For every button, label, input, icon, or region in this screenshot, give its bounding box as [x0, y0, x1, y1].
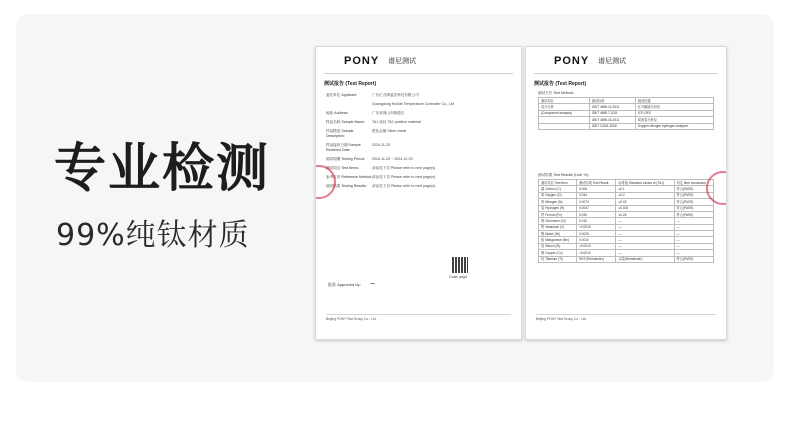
report-field-row: [326, 157, 511, 162]
table-cell: 钛 Titanium (Ti): [539, 256, 577, 262]
table-cell: 成分分析: [539, 104, 590, 110]
report-field-row: [326, 166, 511, 171]
field-key: 样品接收日期 Sample Received Date:: [326, 143, 361, 152]
table-cell: 符合(PASS): [674, 205, 713, 211]
report-page-1: [315, 46, 522, 340]
table-cell: 红外碳硫分析仪: [635, 104, 713, 110]
subheadline: 99%纯钛材质: [56, 218, 250, 253]
table-cell: 标准值 Standard values of (TA1): [616, 180, 674, 186]
table-cell: 符合(PASS): [674, 256, 713, 262]
table-cell: —: [616, 250, 674, 256]
approved-by: [328, 280, 376, 288]
table-cell: 氧氮氢分析仪: [635, 117, 713, 123]
table-cell: 氮 Nitrogen (N): [539, 199, 577, 205]
table-cell: 铜 Copper (Cu): [539, 250, 577, 256]
headline: 专业检测: [54, 139, 271, 199]
report-field-row: [326, 102, 511, 107]
table-cell: —: [674, 243, 713, 249]
results-table: [538, 179, 714, 263]
table-cell: 测试项目 Test Item: [539, 180, 577, 186]
field-key: 测试结果 Testing Results:: [326, 184, 367, 188]
table-cell: 余量(Remainder): [616, 256, 674, 262]
report-field-row: [326, 143, 511, 153]
table-cell: 硅 Silicon (Si): [539, 243, 577, 249]
field-key: 地址 Address:: [326, 111, 349, 115]
table-cell: 氢 Hydrogen (H): [539, 205, 577, 211]
table-cell: —: [674, 231, 713, 237]
field-key: 委托单位 Applicant:: [326, 93, 358, 97]
table-cell: 测试仪器: [635, 98, 713, 104]
table-cell: GB/T 4698.7-2011: [589, 110, 635, 116]
table-cell: 镍 Nickel (Ni): [539, 231, 577, 237]
table-cell: <0.0010: [577, 224, 616, 230]
table-cell: 测试结果 Test Result: [577, 180, 616, 186]
table-cell: —: [616, 231, 674, 237]
table-cell: —: [616, 243, 674, 249]
pony-logo: PONY: [344, 55, 380, 67]
field-value: 请参见下页 Please refer to next page(s): [372, 166, 436, 170]
field-value: 广东省佛山市顺德区: [372, 111, 405, 115]
table-cell: 测试项目: [539, 98, 590, 104]
table-cell: 铁 Ferrum (Fe): [539, 211, 577, 217]
table-cell: Oxygen nitrogen hydrogen analyzer: [635, 123, 713, 129]
field-key: 参考方法 Reference Method:: [326, 175, 372, 179]
table-row: [539, 256, 714, 262]
table-cell: <0.0010: [577, 243, 616, 249]
logo-cn: 谱尼测试: [388, 58, 416, 65]
table-cell: 符合(PASS): [674, 192, 713, 198]
field-key: 测试周期 Testing Period:: [326, 157, 366, 161]
table-cell: —: [674, 218, 713, 224]
table-cell: —: [616, 237, 674, 243]
table-cell: 0.006: [577, 186, 616, 192]
report-header: [324, 47, 513, 74]
field-value: 请参见下页 Please refer to next page(s): [372, 175, 436, 179]
approved-label: 批准 Approved by:: [328, 282, 361, 287]
table-cell: 氧 Oxygen (O): [539, 192, 577, 198]
table-cell: ≤0.25: [616, 211, 674, 217]
report-field-row: [326, 175, 511, 180]
qr-caption: Code: pujpt: [449, 275, 467, 279]
field-value: 广东汇吉牌温控科技有限公司: [372, 93, 419, 97]
table-cell: —: [616, 224, 674, 230]
table-cell: 钒 Vanadium (V): [539, 224, 577, 230]
table-cell: 0.0026: [577, 231, 616, 237]
report-footer: Beijing PONY Test Group Co., Ltd.: [536, 314, 716, 331]
field-value: 银色金属 Silver metal: [372, 129, 407, 133]
report-field-row: [326, 111, 511, 116]
table-cell: GB/T 11261-2006: [589, 123, 635, 129]
table-cell: —: [674, 237, 713, 243]
field-value: TA1 纯钛 TA1 positive material: [372, 120, 421, 124]
field-value: 2024-11-25 ~ 2024-12-03: [372, 157, 413, 161]
table-cell: <0.0010: [577, 250, 616, 256]
report-title: 测试报告 (Test Report): [324, 81, 377, 87]
table-cell: 0.044: [577, 192, 616, 198]
table-cell: 0.030: [577, 211, 616, 217]
qr-code: [452, 257, 468, 273]
table-cell: —: [616, 218, 674, 224]
test-method-label: 测试方法 Test Method:: [538, 91, 574, 95]
report-field-row: [326, 184, 511, 189]
table-cell: 碳 Carbon (C): [539, 186, 577, 192]
report-fields: [316, 93, 521, 189]
table-cell: ≤0.015: [616, 205, 674, 211]
table-cell: 99.9 (Remainder): [577, 256, 616, 262]
report-footer: Beijing PONY Test Group Co., Ltd.: [326, 314, 511, 331]
methods-table: [538, 97, 714, 130]
field-value: 2024-11-25: [372, 143, 391, 147]
report-field-row: [326, 120, 511, 125]
table-cell: 符合(PASS): [674, 186, 713, 192]
field-value: Guangdong Huilide Temperature Controller Co., Ltd: [372, 102, 455, 106]
logo-cn: 谱尼测试: [598, 58, 626, 65]
table-cell: 0.010: [577, 218, 616, 224]
table-cell: GB/T 4698.14-2011: [589, 104, 635, 110]
report-header: [534, 47, 718, 74]
field-key: 样品描述 Sample Description:: [326, 129, 354, 138]
signature: ~: [369, 280, 376, 288]
table-cell: 判定 Item conclusion: [674, 180, 713, 186]
report-field-row: [326, 93, 511, 98]
field-key: [326, 102, 372, 107]
field-key: 样品名称 Sample Name:: [326, 120, 366, 124]
report-page-2: [525, 46, 727, 340]
table-cell: 铬 Chromium (Cr): [539, 218, 577, 224]
table-cell: GB/T 4698.15-2011: [589, 117, 635, 123]
table-cell: ICP-OES: [635, 110, 713, 116]
field-key: 测试项目 Test Items:: [326, 166, 359, 170]
report-field-row: [326, 129, 511, 139]
table-cell: 符合(PASS): [674, 211, 713, 217]
table-cell: 锰 Manganese (Mn): [539, 237, 577, 243]
table-cell: ≤0.03: [616, 199, 674, 205]
report-title: 测试报告 (Test Report): [534, 81, 587, 87]
table-cell: (Component analysis): [539, 110, 590, 116]
table-cell: 0.0010: [577, 237, 616, 243]
table-cell: ≤0.2: [616, 192, 674, 198]
table-row: [539, 123, 714, 129]
table-cell: —: [674, 224, 713, 230]
table-cell: 测试标准: [589, 98, 635, 104]
table-cell: —: [674, 250, 713, 256]
table-cell: 0.0074: [577, 199, 616, 205]
table-cell: [539, 123, 590, 129]
table-cell: ≤0.1: [616, 186, 674, 192]
table-cell: 符合(PASS): [674, 199, 713, 205]
test-results-label: 测试结果 Test Results (Unit: %):: [538, 173, 589, 177]
table-cell: 0.0047: [577, 205, 616, 211]
pony-logo: PONY: [554, 55, 590, 67]
field-value: 请参见下页 Please refer to next page(s): [372, 184, 436, 188]
